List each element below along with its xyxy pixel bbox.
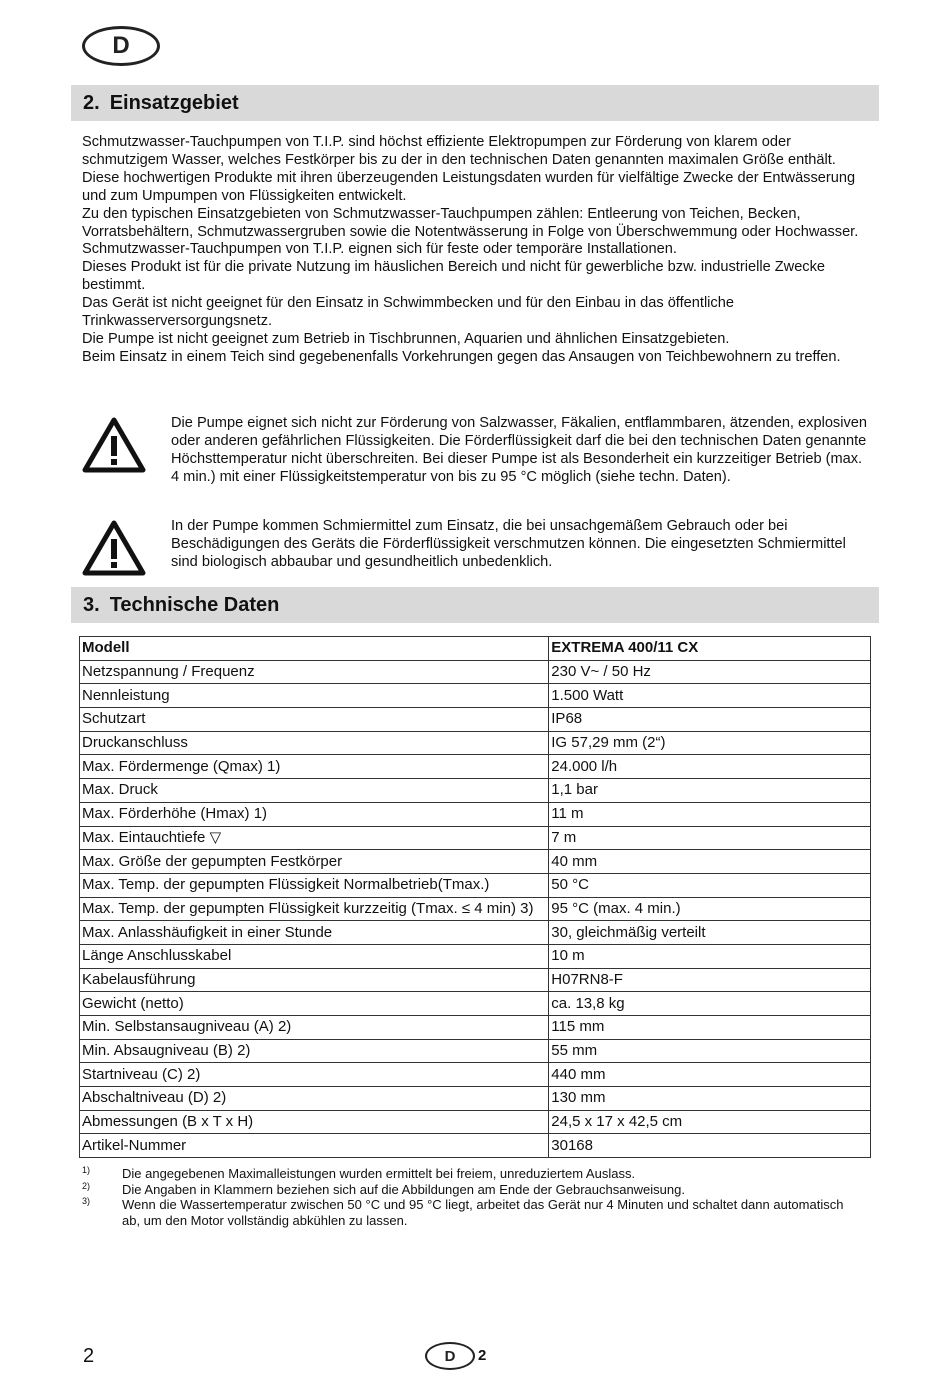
table-header-label: Modell — [80, 637, 549, 661]
table-row — [80, 684, 871, 708]
footnote-mark: 2) — [82, 1180, 91, 1191]
table-row — [80, 1087, 871, 1111]
footnote-mark: 3) — [82, 1196, 91, 1207]
spec-value: 24,5 x 17 x 42,5 cm — [549, 1110, 871, 1134]
spec-label: Länge Anschlusskabel — [80, 944, 549, 968]
table-row — [80, 944, 871, 968]
footnote-mark: 1) — [82, 1165, 91, 1175]
paragraph: Die Pumpe ist nicht geeignet zum Betrieb in Tischbrunnen, Aquarien und ähnlichen Einsatzgebieten. — [82, 330, 730, 347]
spec-label: Schutzart — [80, 708, 549, 732]
spec-label: Max. Eintauchtiefe ▽ — [80, 826, 549, 850]
spec-label: Max. Anlasshäufigkeit in einer Stunde — [80, 921, 549, 945]
section-title: Einsatzgebiet — [109, 91, 239, 114]
spec-label: Max. Temp. der gepumpten Flüssigkeit kurzzeitig (Tmax. ≤ 4 min) 3) — [80, 897, 549, 921]
spec-label: Druckanschluss — [80, 731, 549, 755]
language-badge-label: D — [112, 32, 130, 59]
spec-value: 230 V~ / 50 Hz — [549, 660, 871, 684]
specs-table — [79, 636, 871, 1158]
spec-label: Max. Förderhöhe (Hmax) 1) — [80, 802, 549, 826]
warning-text: Die Pumpe eignet sich nicht zur Förderung von Salzwasser, Fäkalien, entflammbaren, ätzenden, explosiven oder anderen gefährlichen Flüssigkeiten. Die Förderflüssigkeit darf die bei den technischen Daten genannte Höchsttemperatur nicht überschreiten. Bei dieser Pumpe ist als Besonderheit ein kurzzeitiger Betrieb (max. 4 min.) mit einer Flüssigkeitstemperatur von bis zu 95 °C möglich (siehe techn. Daten). — [171, 415, 868, 485]
table-row — [80, 731, 871, 755]
table-row — [80, 826, 871, 850]
warning-triangle-icon — [82, 417, 146, 473]
section-2-heading — [71, 85, 879, 121]
table-row — [80, 1134, 871, 1158]
paragraph: Das Gerät ist nicht geeignet für den Einsatz in Schwimmbecken und für den Einbau in das öffentliche Trinkwasserversorgungsnetz. — [82, 295, 734, 330]
spec-label: Artikel-Nummer — [80, 1134, 549, 1158]
spec-label: Kabelausführung — [80, 968, 549, 992]
footnote-text: Die Angaben in Klammern beziehen sich auf die Abbildungen am Ende der Gebrauchsanweisung. — [122, 1181, 685, 1197]
section-3-heading — [71, 587, 879, 623]
spec-value: IG 57,29 mm (2“) — [549, 731, 871, 755]
spec-value: 50 °C — [549, 873, 871, 897]
spec-label: Nennleistung — [80, 684, 549, 708]
table-row — [80, 968, 871, 992]
footnote — [82, 1182, 862, 1198]
table-row — [80, 873, 871, 897]
section-number: 2. — [83, 91, 100, 114]
spec-value: 10 m — [549, 944, 871, 968]
table-row — [80, 779, 871, 803]
table-row — [80, 992, 871, 1016]
table-row — [80, 1039, 871, 1063]
paragraph: Zu den typischen Einsatzgebieten von Schmutzwasser-Tauchpumpen zählen: Entleerung von Teichen, Becken, Vorratsbehältern, Schmutzwassergruben sowie die Notentwässerung in Folge von Überschwemmung oder Hochwasser. — [82, 205, 859, 240]
spec-value: 7 m — [549, 826, 871, 850]
table-row — [80, 802, 871, 826]
spec-label: Startniveau (C) 2) — [80, 1063, 549, 1087]
spec-value: ca. 13,8 kg — [549, 992, 871, 1016]
spec-value: H07RN8-F — [549, 968, 871, 992]
spec-label: Gewicht (netto) — [80, 992, 549, 1016]
spec-value: 440 mm — [549, 1063, 871, 1087]
warning-triangle-icon — [82, 520, 146, 576]
spec-label: Abmessungen (B x T x H) — [80, 1110, 549, 1134]
footnote — [82, 1197, 862, 1228]
footnote — [82, 1166, 862, 1182]
spec-value: 95 °C (max. 4 min.) — [549, 897, 871, 921]
table-header-value: EXTREMA 400/11 CX — [549, 637, 871, 661]
paragraph: Schmutzwasser-Tauchpumpen von T.I.P. sind höchst effiziente Elektropumpen zur Förderung von klarem oder schmutzigem Wasser, welches Festkörper bis zu der in den technischen Daten genannten maximalen Größe enthält. Diese hochwertigen Produkte mit ihren überzeugenden Leistungsdaten wurden für vielfältige Zwecke der Entwässerung und zum Umpumpen von Flüssigkeiten entwickelt. — [82, 134, 856, 204]
spec-value: IP68 — [549, 708, 871, 732]
spec-value: 24.000 l/h — [549, 755, 871, 779]
table-row — [80, 1016, 871, 1040]
spec-value: 55 mm — [549, 1039, 871, 1063]
language-badge-icon — [425, 1342, 475, 1370]
section-number: 3. — [83, 593, 100, 616]
table-row — [80, 755, 871, 779]
spec-value: 30, gleichmäßig verteilt — [549, 921, 871, 945]
language-badge-label: D — [444, 1347, 456, 1365]
paragraph: Beim Einsatz in einem Teich sind gegebenenfalls Vorkehrungen gegen das Ansaugen von Teichbewohnern zu treffen. — [82, 348, 841, 365]
paragraph: Dieses Produkt ist für die private Nutzung im häuslichen Bereich und nicht für gewerbliche bzw. industrielle Zwecke bestimmt. — [82, 259, 826, 294]
table-row — [80, 708, 871, 732]
footnote-text: Die angegebenen Maximalleistungen wurden ermittelt bei freiem, unreduziertem Auslass. — [122, 1166, 636, 1181]
spec-label: Min. Selbstansaugniveau (A) 2) — [80, 1016, 549, 1040]
table-row — [80, 1063, 871, 1087]
table-row — [80, 1110, 871, 1134]
spec-value: 11 m — [549, 802, 871, 826]
spec-label: Max. Fördermenge (Qmax) 1) — [80, 755, 549, 779]
warning-text: In der Pumpe kommen Schmiermittel zum Einsatz, die bei unsachgemäßem Gebrauch oder bei Beschädigungen des Geräts die Förderflüssigkeit verschmutzen können. Die eingesetzten Schmiermittel sind biologisch abbaubar und gesundheitlich unbedenklich. — [171, 518, 846, 570]
table-header-row — [80, 637, 871, 661]
spec-value: 130 mm — [549, 1087, 871, 1111]
language-badge-icon — [82, 26, 160, 66]
section-2-body — [82, 134, 872, 367]
page-number: 2 — [83, 1345, 95, 1367]
table-row — [80, 850, 871, 874]
table-row — [80, 660, 871, 684]
spec-value: 1.500 Watt — [549, 684, 871, 708]
footnotes — [82, 1166, 862, 1228]
paragraph: Schmutzwasser-Tauchpumpen von T.I.P. eignen sich für feste oder temporäre Installationen. — [82, 241, 677, 258]
spec-value: 115 mm — [549, 1016, 871, 1040]
footnote-text: Wenn die Wassertemperatur zwischen 50 °C und 95 °C liegt, arbeitet das Gerät nur 4 Minuten und schaltet dann automatisch ab, um den Motor vollständig abkühlen zu lassen. — [122, 1197, 844, 1228]
spec-label: Netzspannung / Frequenz — [80, 660, 549, 684]
spec-label: Max. Größe der gepumpten Festkörper — [80, 850, 549, 874]
spec-value: 1,1 bar — [549, 779, 871, 803]
spec-value: 30168 — [549, 1134, 871, 1158]
page-number-badge: 2 — [478, 1347, 487, 1364]
table-row — [80, 897, 871, 921]
section-title: Technische Daten — [109, 593, 280, 616]
table-row — [80, 921, 871, 945]
spec-label: Min. Absaugniveau (B) 2) — [80, 1039, 549, 1063]
spec-value: 40 mm — [549, 850, 871, 874]
spec-label: Max. Druck — [80, 779, 549, 803]
spec-label: Max. Temp. der gepumpten Flüssigkeit Normalbetrieb(Tmax.) — [80, 873, 549, 897]
spec-label: Abschaltniveau (D) 2) — [80, 1087, 549, 1111]
